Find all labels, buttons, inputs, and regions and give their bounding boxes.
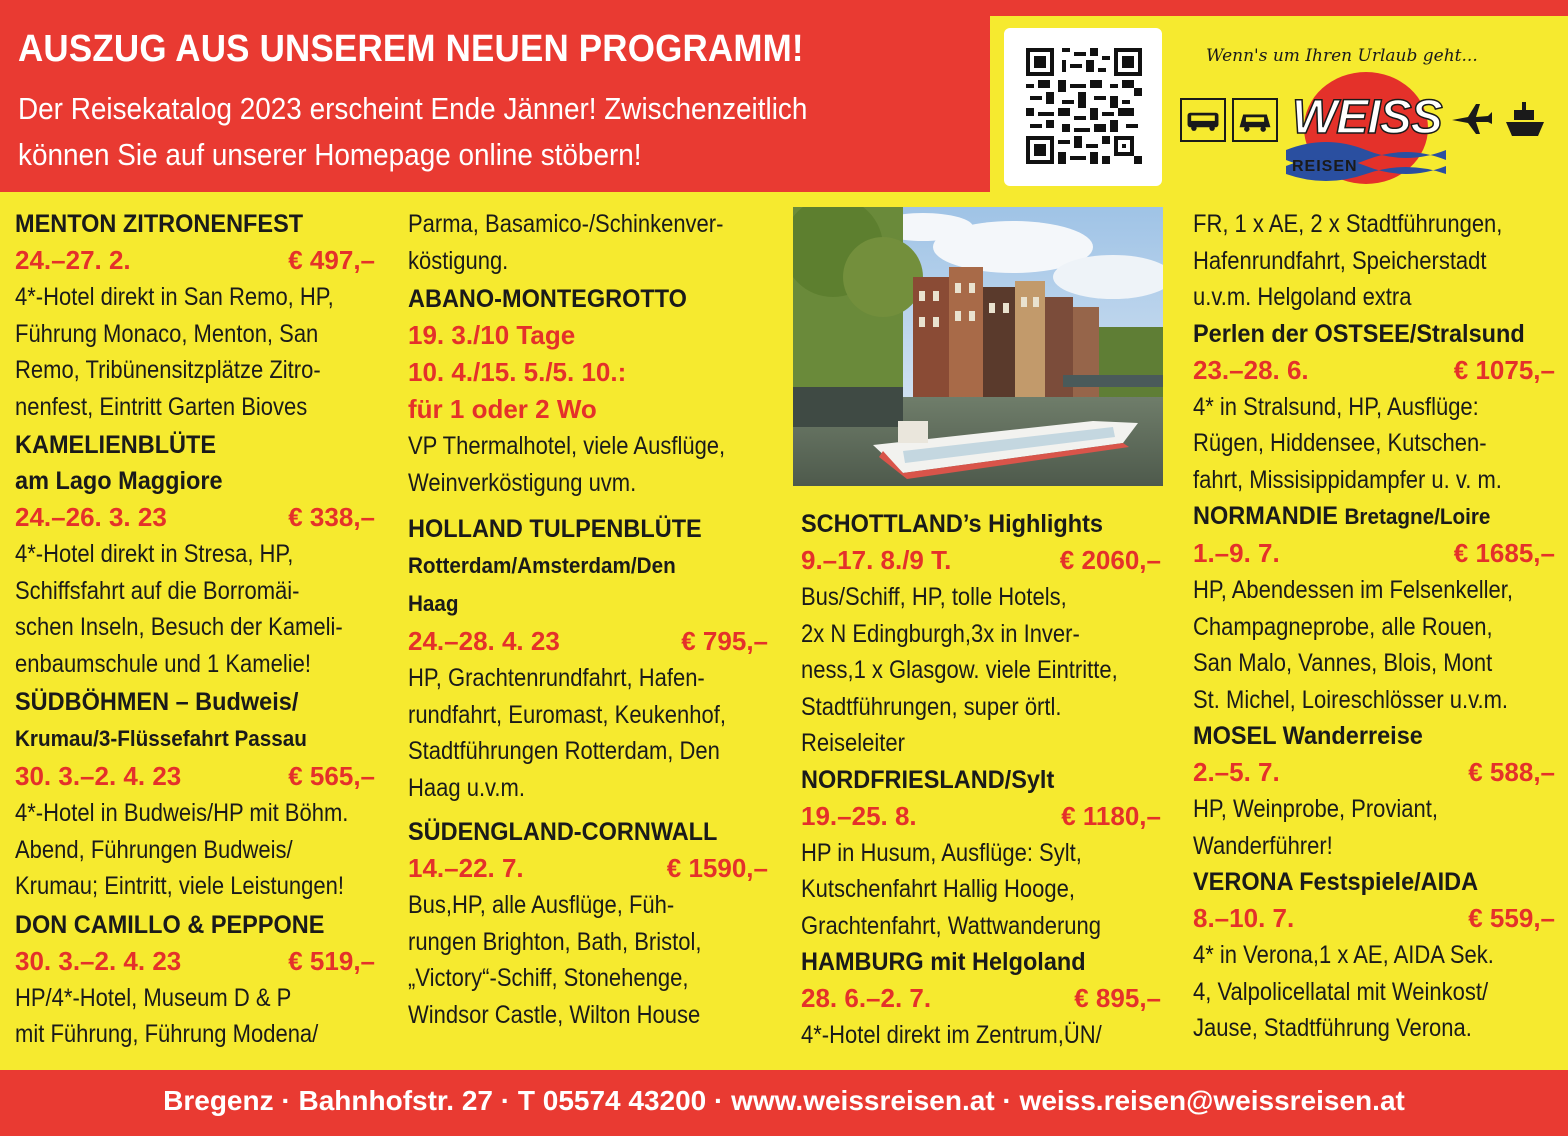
trip-price: € 1180,– [1061, 800, 1161, 831]
trip-text: Schiffsfahrt auf die Borromäi- [15, 576, 300, 605]
trip-title: KAMELIENBLÜTE [15, 431, 217, 459]
trip-title: am Lago Maggiore [15, 467, 223, 495]
trip-date-price [408, 850, 768, 887]
ship-icon [1502, 98, 1548, 142]
trip-text: Champagneprobe, alle Rouen, [1193, 612, 1493, 641]
footer-contact[interactable]: Bregenz · Bahnhofstr. 27 · T 05574 43200 · www.weissreisen.at · weiss.reisen@weissreisen.at [163, 1085, 1405, 1116]
trip-date: 30. 3.–2. 4. 23 [15, 761, 182, 791]
trip-text: San Malo, Vannes, Blois, Mont [1193, 649, 1493, 677]
trip-title: Krumau/3-Flüssefahrt Passau [15, 726, 307, 751]
trip-text: Wanderführer! [1193, 831, 1333, 860]
trip-text: HP, Weinprobe, Proviant, [1193, 795, 1438, 823]
trip-date-price [15, 242, 375, 279]
trip-text: 4* in Stralsund, HP, Ausflüge: [1193, 392, 1479, 421]
trip-title: ABANO-MONTEGROTTO [408, 285, 687, 313]
trip-date: 24.–27. 2. [15, 245, 131, 275]
trip-date-price [801, 542, 1161, 579]
trip-text: mit Führung, Führung Modena/ [15, 1020, 319, 1048]
trip-text: 4*-Hotel in Budweis/HP mit Böhm. [15, 799, 349, 827]
column-4 [1193, 206, 1555, 1047]
trip-title-main: NORMANDIE [1193, 502, 1338, 530]
weiss-reisen-logo [1178, 40, 1558, 180]
trip-title: MOSEL Wanderreise [1193, 722, 1423, 750]
trip-price: € 2060,– [1059, 545, 1161, 575]
subtitle-line-1: Der Reisekatalog 2023 erscheint Ende Jänner! Zwischenzeitlich [18, 91, 808, 126]
trip-date: 8.–10. 7. [1193, 903, 1295, 933]
trip-text: Haag u.v.m. [408, 773, 525, 802]
trip-text: u.v.m. Helgoland extra [1193, 283, 1412, 311]
trip-date-price [15, 943, 375, 980]
trip-text: Weinverköstigung uvm. [408, 468, 637, 497]
column-2 [408, 206, 768, 1033]
trip-text: Bus,HP, alle Ausflüge, Füh- [408, 891, 675, 919]
trip-text: Remo, Tribünensitzplätze Zitro- [15, 356, 321, 384]
trip-text: Stadtführungen Rotterdam, Den [408, 737, 720, 765]
trip-price: € 565,– [288, 761, 375, 791]
trip-text: Jause, Stadtführung Verona. [1193, 1014, 1472, 1042]
trip-title: Perlen der OSTSEE/Stralsund [1193, 319, 1525, 348]
trip-price: € 895,– [1074, 983, 1161, 1013]
trip-text: HP in Husum, Ausflüge: Sylt, [801, 838, 1082, 867]
trip-price: € 519,– [288, 945, 375, 976]
trip-date: 19. 3./10 Tage [408, 320, 576, 350]
trip-date-price [15, 758, 375, 795]
trip-date-price [801, 798, 1161, 835]
trip-title: SÜDBÖHMEN – Budweis/ [15, 688, 299, 716]
trip-price: € 588,– [1468, 757, 1555, 787]
trip-text: Grachtenfahrt, Wattwanderung [801, 911, 1102, 940]
trip-title: DON CAMILLO & PEPPONE [15, 910, 325, 939]
trip-date-price [1193, 754, 1555, 791]
trip-text: Führung Monaco, Menton, San [15, 319, 319, 348]
trip-date: 9.–17. 8./9 T. [801, 545, 952, 575]
trip-title-sub: Bretagne/Loire [1344, 504, 1491, 529]
trip-text: Rügen, Hiddensee, Kutschen- [1193, 429, 1487, 457]
trip-text: HP/4*-Hotel, Museum D & P [15, 983, 292, 1012]
column-3 [801, 506, 1161, 1054]
trip-text: köstigung. [408, 246, 509, 275]
trip-date: 1.–9. 7. [1193, 538, 1280, 568]
qr-code-icon [1026, 48, 1142, 164]
footer [0, 1070, 1568, 1136]
trip-text: nenfest, Eintritt Garten Bioves [15, 392, 308, 421]
trip-text: Windsor Castle, Wilton House [408, 1000, 701, 1029]
trip-text: Reiseleiter [801, 729, 905, 757]
bus-icon [1180, 98, 1226, 142]
trip-title: NORDFRIESLAND/Sylt [801, 765, 1055, 794]
trip-title: HOLLAND TULPENBLÜTE [408, 515, 702, 543]
trip-price: € 1075,– [1453, 354, 1555, 385]
column-1 [15, 206, 375, 1053]
trip-text: HP, Abendessen im Felsenkeller, [1193, 576, 1514, 604]
trip-text: Bus/Schiff, HP, tolle Hotels, [801, 583, 1067, 611]
header-red-block [0, 0, 990, 192]
trip-text: 4, Valpolicellatal mit Weinkost/ [1193, 977, 1489, 1006]
trip-text: 2x N Edingburgh,3x in Inver- [801, 619, 1080, 648]
trip-date: 2.–5. 7. [1193, 757, 1280, 787]
trip-text: FR, 1 x AE, 2 x Stadtführungen, [1193, 210, 1503, 238]
trip-price: € 1685,– [1453, 538, 1555, 568]
trip-date-price [408, 623, 768, 660]
trip-text: 4* in Verona,1 x AE, AIDA Sek. [1193, 941, 1494, 969]
trip-date: 28. 6.–2. 7. [801, 983, 932, 1013]
trip-text: Kutschenfahrt Hallig Hooge, [801, 875, 1075, 903]
trip-title: Haag [408, 591, 459, 616]
page-title: AUSZUG AUS UNSEREM NEUEN PROGRAMM! [18, 28, 804, 70]
trip-text: rungen Brighton, Bath, Bristol, [408, 927, 702, 956]
trip-text: fahrt, Missisippidampfer u. v. m. [1193, 465, 1502, 494]
trip-date-price [1193, 352, 1555, 389]
trip-title: SÜDENGLAND-CORNWALL [408, 818, 718, 846]
trip-text: Hafenrundfahrt, Speicherstadt [1193, 246, 1487, 275]
trip-date-price [1193, 535, 1555, 572]
trip-date-price [801, 980, 1161, 1017]
header [0, 0, 1568, 192]
trip-price: € 1590,– [666, 853, 768, 883]
trip-date: für 1 oder 2 Wo [408, 394, 597, 424]
trip-price: € 559,– [1468, 903, 1555, 933]
trip-date-price [1193, 900, 1555, 937]
trip-price: € 338,– [288, 502, 375, 532]
trip-title: Rotterdam/Amsterdam/Den [408, 553, 676, 578]
trip-text: rundfahrt, Euromast, Keukenhof, [408, 700, 726, 729]
trip-text: „Victory“-Schiff, Stonehenge, [408, 964, 689, 992]
trip-price: € 497,– [288, 245, 375, 275]
logo-sub: REISEN [1292, 158, 1358, 175]
trip-date-price [15, 499, 375, 536]
subtitle-line-2: können Sie auf unserer Homepage online stöbern! [18, 137, 642, 172]
trip-text: 4*-Hotel direkt im Zentrum,ÜN/ [801, 1021, 1102, 1049]
trip-date: 24.–28. 4. 23 [408, 626, 560, 656]
header-subtitle [18, 86, 918, 178]
logo-brand: WEISS [1292, 91, 1442, 144]
trip-text: enbaumschule und 1 Kamelie! [15, 649, 311, 678]
trip-text: Abend, Führungen Budweis/ [15, 835, 293, 864]
train-icon [1232, 98, 1278, 142]
trip-text: 4*-Hotel direkt in San Remo, HP, [15, 283, 334, 311]
trip-title: HAMBURG mit Helgoland [801, 948, 1086, 976]
trip-text: Parma, Basamico-/Schinkenver- [408, 210, 724, 238]
trip-title: VERONA Festspiele/AIDA [1193, 868, 1479, 896]
trip-text: ness,1 x Glasgow. viele Eintritte, [801, 656, 1118, 684]
trip-date: 10. 4./15. 5./5. 10.: [408, 357, 627, 387]
trip-date: 19.–25. 8. [801, 800, 917, 831]
trip-text: St. Michel, Loireschlösser u.v.m. [1193, 685, 1509, 714]
trip-date: 30. 3.–2. 4. 23 [15, 945, 182, 976]
trip-date: 23.–28. 6. [1193, 354, 1309, 385]
trip-date: 14.–22. 7. [408, 853, 524, 883]
trip-text: schen Inseln, Besuch der Kameli- [15, 613, 343, 641]
trip-title: SCHOTTLAND’s Highlights [801, 510, 1104, 538]
qr-code-box[interactable] [1004, 28, 1162, 186]
logo-tagline: Wenn's um Ihren Urlaub geht... [1206, 46, 1478, 66]
amsterdam-canal-photo [793, 207, 1163, 486]
trip-title [1193, 498, 1533, 535]
trip-text: Stadtführungen, super örtl. [801, 692, 1062, 721]
trip-text: VP Thermalhotel, viele Ausflüge, [408, 432, 726, 460]
trip-text: HP, Grachtenrundfahrt, Hafen- [408, 664, 705, 692]
trip-text: 4*-Hotel direkt in Stresa, HP, [15, 540, 294, 568]
trip-price: € 795,– [681, 626, 768, 656]
trip-date: 24.–26. 3. 23 [15, 502, 167, 532]
airplane-icon [1448, 98, 1494, 142]
trip-title: MENTON ZITRONENFEST [15, 210, 304, 238]
trip-text: Krumau; Eintritt, viele Leistungen! [15, 872, 344, 900]
